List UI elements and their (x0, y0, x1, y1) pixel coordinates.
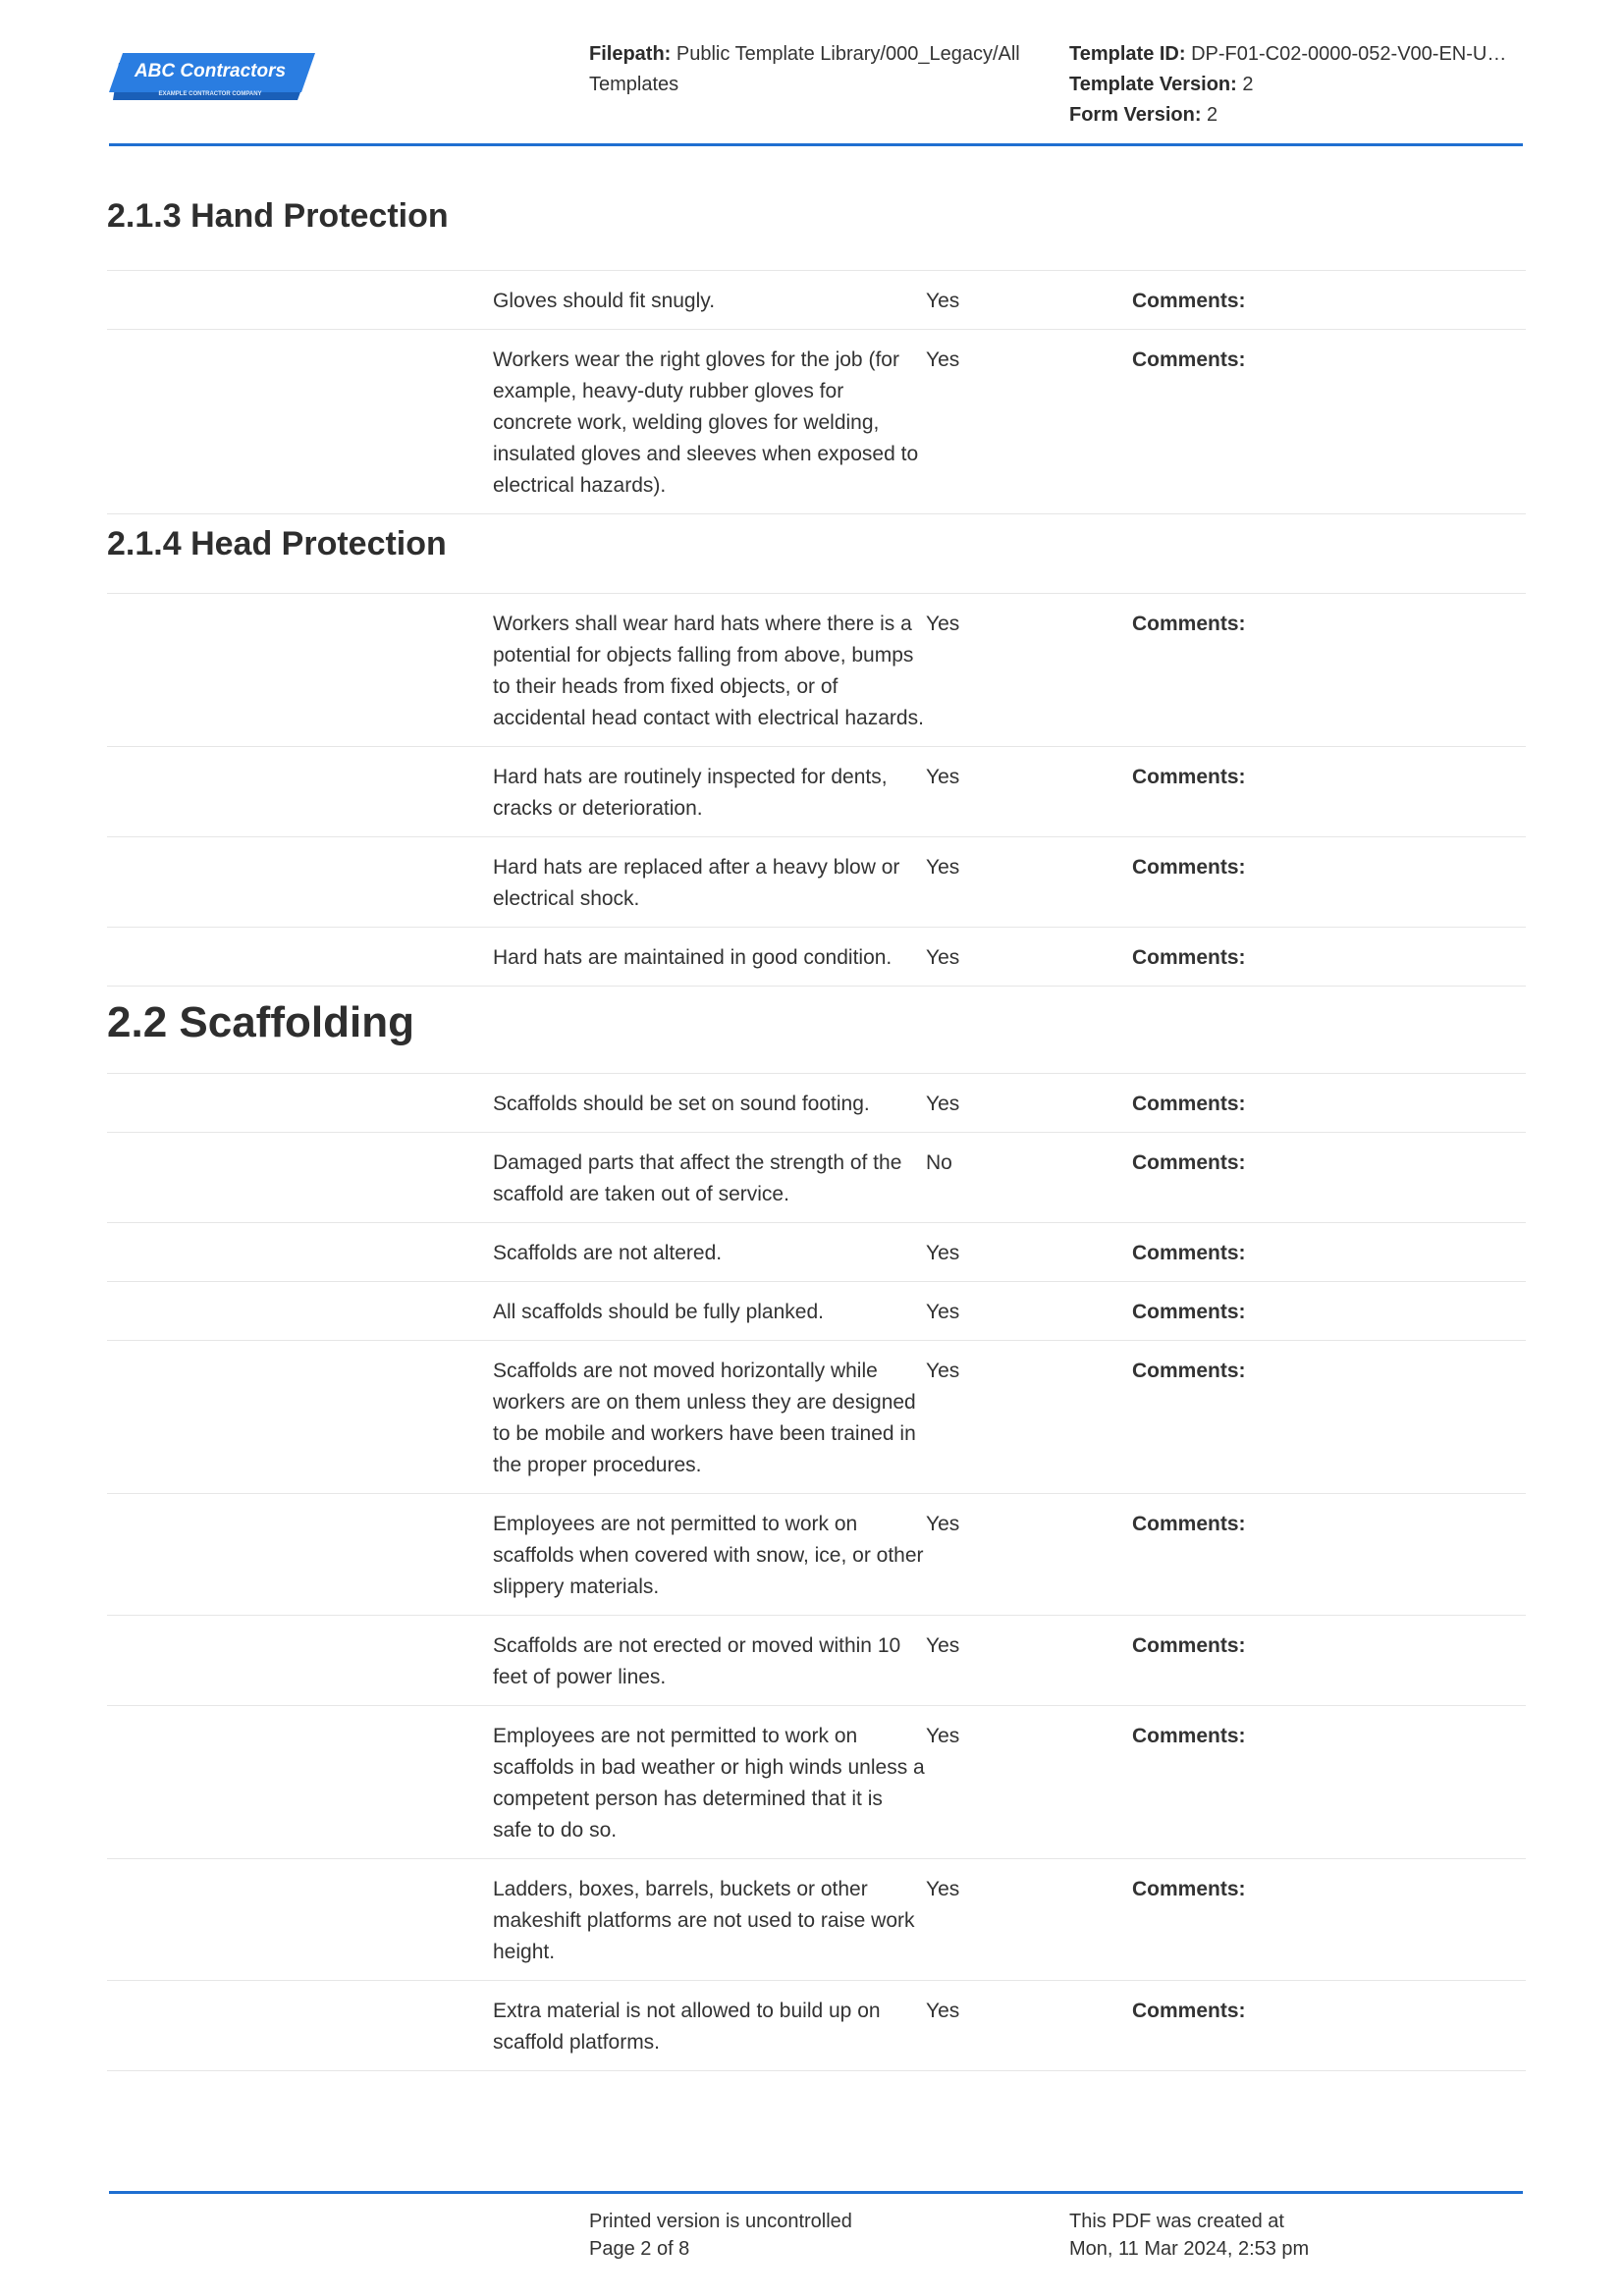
comments-label: Comments: (1132, 1878, 1246, 1900)
footer-control-block (589, 2208, 852, 2263)
question-row (107, 1074, 1526, 1133)
logo-tagline: EXAMPLE CONTRACTOR COMPANY (158, 91, 262, 97)
section-title: 2.1.3 Hand Protection (107, 197, 449, 235)
answer-value: No (926, 1151, 952, 1174)
filepath-label: Filepath: (589, 43, 672, 65)
logo-name: ABC Contractors (134, 61, 287, 81)
answer-value: Yes (926, 1513, 960, 1535)
section-hand-protection (107, 196, 1526, 514)
created-label: This PDF was created at (1069, 2211, 1284, 2232)
answer-value: Yes (926, 1725, 960, 1747)
question-text: Scaffolds are not moved horizontally while workers are on them unless they are designed to be mobile and workers have been trained in the proper procedures. (493, 1360, 916, 1476)
question-row (107, 1133, 1526, 1223)
comments-label: Comments: (1132, 2000, 1246, 2022)
comments-label: Comments: (1132, 946, 1246, 969)
section-title: 2.1.4 Head Protection (107, 525, 447, 562)
question-text: Employees are not permitted to work on scaffolds in bad weather or high winds unless a competent person has determined that it is safe to do so. (493, 1725, 925, 1842)
question-text: All scaffolds should be fully planked. (493, 1301, 824, 1323)
section-scaffolding (107, 998, 1526, 2071)
question-text: Hard hats are routinely inspected for dents, cracks or deterioration. (493, 766, 888, 820)
comments-label: Comments: (1132, 1513, 1246, 1535)
page-content (107, 196, 1526, 2071)
answer-value: Yes (926, 348, 960, 371)
answer-value: Yes (926, 1242, 960, 1264)
question-row (107, 271, 1526, 330)
question-row (107, 928, 1526, 987)
question-row (107, 594, 1526, 747)
question-text: Scaffolds are not erected or moved within 10 feet of power lines. (493, 1634, 901, 1688)
answer-value: Yes (926, 766, 960, 788)
question-row (107, 1616, 1526, 1706)
comments-label: Comments: (1132, 856, 1246, 879)
question-text: Employees are not permitted to work on scaffolds when covered with snow, ice, or other slippery materials. (493, 1513, 924, 1598)
question-row (107, 1706, 1526, 1859)
filepath-block (589, 39, 1051, 100)
comments-label: Comments: (1132, 290, 1246, 312)
template-version: Template Version: 2 (1069, 74, 1254, 95)
comments-label: Comments: (1132, 1360, 1246, 1382)
comments-label: Comments: (1132, 766, 1246, 788)
comments-label: Comments: (1132, 1093, 1246, 1115)
question-row (107, 1494, 1526, 1616)
answer-value: Yes (926, 2000, 960, 2022)
question-text: Workers shall wear hard hats where there is a potential for objects falling from above, bumps to their heads from fixed objects, or of accidental head contact with electrical hazards. (493, 613, 924, 729)
comments-label: Comments: (1132, 1725, 1246, 1747)
question-text: Extra material is not allowed to build up on scaffold platforms. (493, 2000, 881, 2054)
answer-value: Yes (926, 290, 960, 312)
question-row (107, 1223, 1526, 1282)
answer-value: Yes (926, 1634, 960, 1657)
question-row (107, 330, 1526, 514)
question-text: Workers wear the right gloves for the job (for example, heavy-duty rubber gloves for concrete work, welding gloves for welding, insulated gloves and sleeves when exposed to electrical hazards). (493, 348, 919, 497)
template-id: Template ID: DP-F01-C02-0000-052-V00-EN-U… (1069, 43, 1507, 65)
question-text: Hard hats are replaced after a heavy blow or electrical shock. (493, 856, 900, 910)
section-head-protection (107, 524, 1526, 987)
question-row (107, 747, 1526, 837)
comments-label: Comments: (1132, 1151, 1246, 1174)
question-text: Damaged parts that affect the strength of the scaffold are taken out of service. (493, 1151, 902, 1205)
template-info-block (1069, 39, 1523, 131)
form-version: Form Version: 2 (1069, 104, 1218, 126)
question-text: Scaffolds are not altered. (493, 1242, 723, 1264)
question-row (107, 1859, 1526, 1981)
comments-label: Comments: (1132, 1242, 1246, 1264)
question-row (107, 1341, 1526, 1494)
answer-value: Yes (926, 1301, 960, 1323)
answer-value: Yes (926, 1360, 960, 1382)
section-title: 2.2 Scaffolding (107, 998, 414, 1046)
question-text: Hard hats are maintained in good condition. (493, 946, 893, 969)
question-text: Gloves should fit snugly. (493, 290, 716, 312)
filepath-value: Public Template Library/000_Legacy/All Templates (589, 43, 1020, 95)
question-row (107, 1981, 1526, 2071)
question-text: Ladders, boxes, barrels, buckets or other makeshift platforms are not used to raise work height. (493, 1878, 915, 1963)
answer-value: Yes (926, 613, 960, 635)
question-row (107, 837, 1526, 928)
created-timestamp: Mon, 11 Mar 2024, 2:53 pm (1069, 2238, 1310, 2260)
uncontrolled-note: Printed version is uncontrolled (589, 2211, 852, 2232)
answer-value: Yes (926, 1878, 960, 1900)
answer-value: Yes (926, 1093, 960, 1115)
answer-value: Yes (926, 946, 960, 969)
comments-label: Comments: (1132, 1634, 1246, 1657)
footer-created-block (1069, 2208, 1309, 2263)
answer-value: Yes (926, 856, 960, 879)
comments-label: Comments: (1132, 348, 1246, 371)
comments-label: Comments: (1132, 1301, 1246, 1323)
comments-label: Comments: (1132, 613, 1246, 635)
page-header (109, 35, 1523, 146)
company-logo (109, 51, 315, 110)
question-text: Scaffolds should be set on sound footing. (493, 1093, 870, 1115)
page-number: Page 2 of 8 (589, 2238, 690, 2260)
question-row (107, 1282, 1526, 1341)
page-footer (109, 2191, 1523, 2272)
